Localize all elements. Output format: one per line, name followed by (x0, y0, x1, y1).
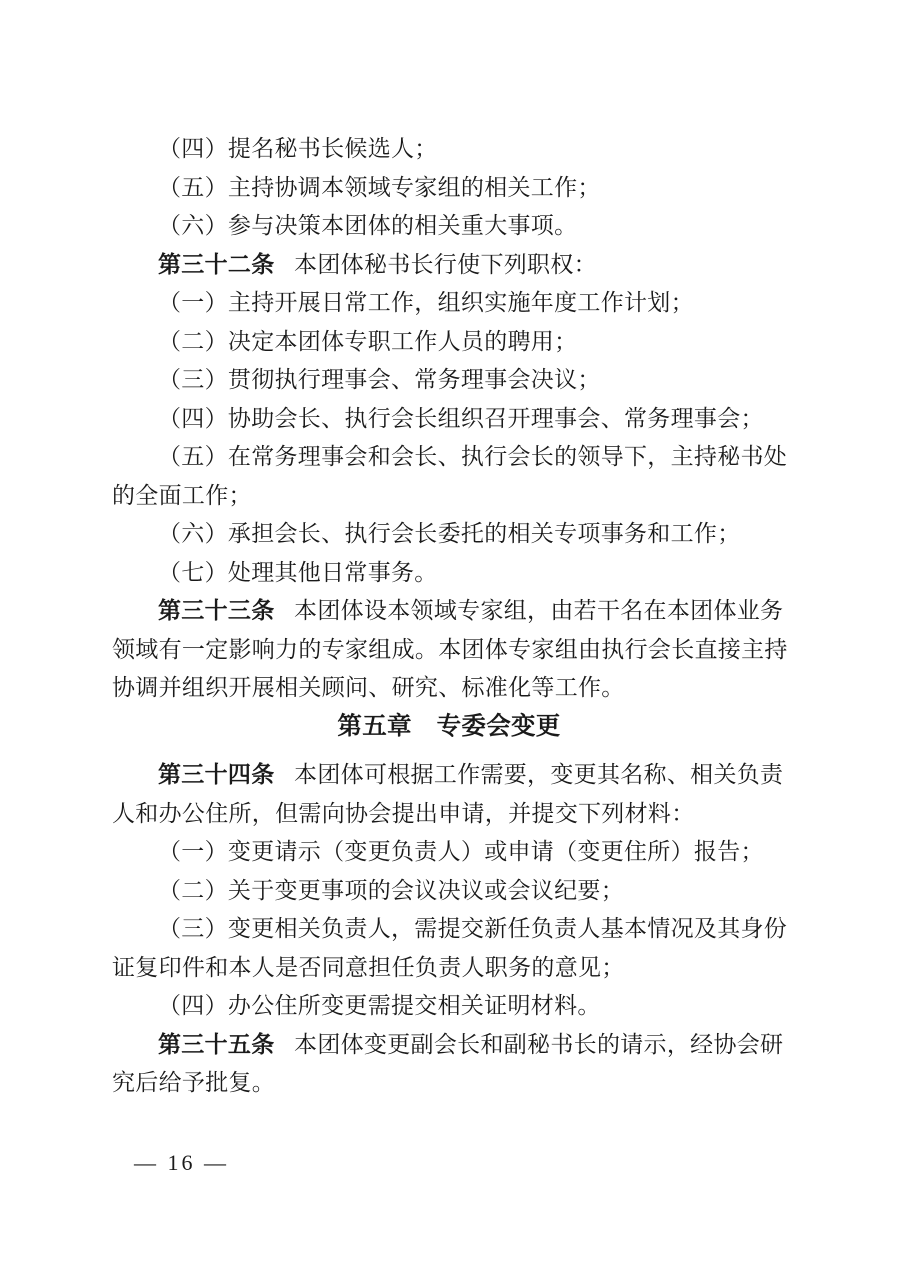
continuation-line: 领域有一定影响力的专家组成。本团体专家组由执行会长直接主持 (112, 636, 788, 662)
list-item-line: （六）参与决策本团体的相关重大事项。 (158, 213, 578, 238)
article-text: 本团体可根据工作需要，变更其名称、相关负责 (294, 762, 784, 787)
list-item-line: （四）提名秘书长候选人； (158, 136, 438, 161)
article-number: 第三十三条 (158, 598, 275, 623)
article-text: 本团体设本领域专家组，由若干名在本团体业务 (294, 598, 784, 623)
continuation-line: 究后给予批复。 (112, 1070, 276, 1095)
list-item-line: （四）办公住所变更需提交相关证明材料。 (158, 993, 601, 1018)
list-item-line: （五）主持协调本领域专家组的相关工作； (158, 174, 601, 200)
article-number: 第三十二条 (158, 251, 275, 277)
continuation-line: 的全面工作； (112, 482, 252, 508)
list-item-line: （一）变更请示（变更负责人）或申请（变更住所）报告； (158, 839, 764, 864)
article-line (112, 1026, 786, 1065)
continuation-line: 证复印件和本人是否同意担任负责人职务的意见； (112, 954, 625, 980)
article-line (112, 756, 786, 795)
article-line (112, 246, 786, 285)
list-item-line: （三）变更相关负责人，需提交新任负责人基本情况及其身份 (158, 916, 788, 941)
article-text: 本团体变更副会长和副秘书长的请示，经协会研 (294, 1031, 784, 1057)
article-number: 第三十四条 (158, 762, 275, 787)
list-item-line: （二）决定本团体专职工作人员的聘用； (158, 328, 578, 354)
document-body (112, 130, 786, 1103)
list-item-line: （五）在常务理事会和会长、执行会长的领导下，主持秘书处 (158, 444, 788, 469)
continuation-line: 人和办公住所，但需向协会提出申请，并提交下列材料： (112, 800, 695, 826)
list-item-line: （七）处理其他日常事务。 (158, 559, 438, 585)
chapter-heading: 第五章 专委会变更 (337, 712, 561, 740)
list-item-line: （四）协助会长、执行会长组织召开理事会、常务理事会； (158, 405, 764, 431)
page-number: — 16 — (134, 1150, 229, 1175)
list-item-line: （二）关于变更事项的会议决议或会议纪要； (158, 877, 624, 903)
article-line (112, 592, 786, 631)
article-text: 本团体秘书长行使下列职权： (294, 251, 597, 277)
list-item-line: （一）主持开展日常工作，组织实施年度工作计划； (158, 290, 694, 315)
continuation-line: 协调并组织开展相关顾问、研究、标准化等工作。 (112, 675, 625, 700)
list-item-line: （六）承担会长、执行会长委托的相关专项事务和工作； (158, 521, 741, 546)
list-item-line: （三）贯彻执行理事会、常务理事会决议； (158, 367, 601, 392)
article-number: 第三十五条 (158, 1031, 275, 1057)
